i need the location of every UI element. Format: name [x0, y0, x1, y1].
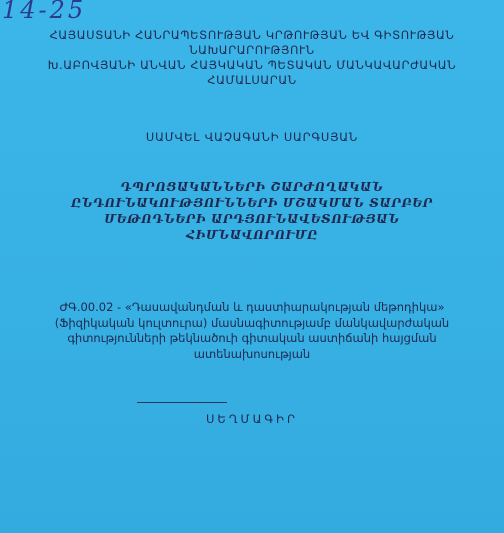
thesis-title [0, 179, 504, 243]
institution-line: ՆԱԽԱՐԱՐՈՒԹՅՈՒՆ [189, 43, 315, 57]
institution-line: Խ.ԱԲՈՎՅԱՆԻ ԱՆՎԱՆ ՀԱՅԿԱԿԱՆ ՊԵՏԱԿԱՆ ՄԱՆԿԱՎԱՐԺԱԿԱՆ [47, 58, 457, 72]
signature-line [137, 402, 227, 403]
handwritten-code: 14-25 [2, 0, 87, 24]
institution-line: ՀԱՅԱՍՏԱՆԻ ՀԱՆՐԱՊԵՏՈՒԹՅԱՆ ԿՐԹՈՒԹՅԱՆ ԵՎ ԳԻՏՈՒԹՅԱՆ [49, 28, 455, 42]
specialty-line: ատենախոսության [193, 346, 311, 361]
author-name: ՍԱՄՎԵԼ ՎԱՉԱԳԱՆԻ ՍԱՐԳՍՅԱՆ [145, 130, 359, 144]
institution-header [0, 28, 504, 88]
specialty-line: (Ֆիզիկական կուլտուրա) մասնագիտությամբ մանկավարժական [54, 315, 450, 330]
title-line: ՀԻՄՆԱՎՈՐՈՒՄԸ [186, 228, 318, 242]
title-line: ՄԵԹՈԴՆԵՐԻ ԱՐԴՅՈՒՆԱՎԵՏՈՒԹՅԱՆ [104, 212, 400, 226]
abstract-label: ՍԵՂՄԱԳԻՐ [205, 412, 298, 426]
specialty-line: գիտությունների թեկնածուի գիտական աստիճանի հայցման [67, 331, 437, 345]
institution-line: ՀԱՄԱԼՍԱՐԱՆ [207, 73, 297, 87]
title-line: ԴՊՐՈՑԱԿԱՆՆԵՐԻ ՇԱՐԺՈՂԱԿԱՆ [120, 180, 384, 194]
specialty-description [0, 300, 504, 362]
title-line: ԸՆԴՈՒՆԱԿՈՒԹՅՈՒՆՆԵՐԻ ՄՇԱԿՄԱՆ ՏԱՐԲԵՐ [71, 196, 433, 210]
specialty-line: ԺԳ.00.02 - «Դասավանդման և դաստիարակության մեթոդիկա» [59, 300, 445, 314]
